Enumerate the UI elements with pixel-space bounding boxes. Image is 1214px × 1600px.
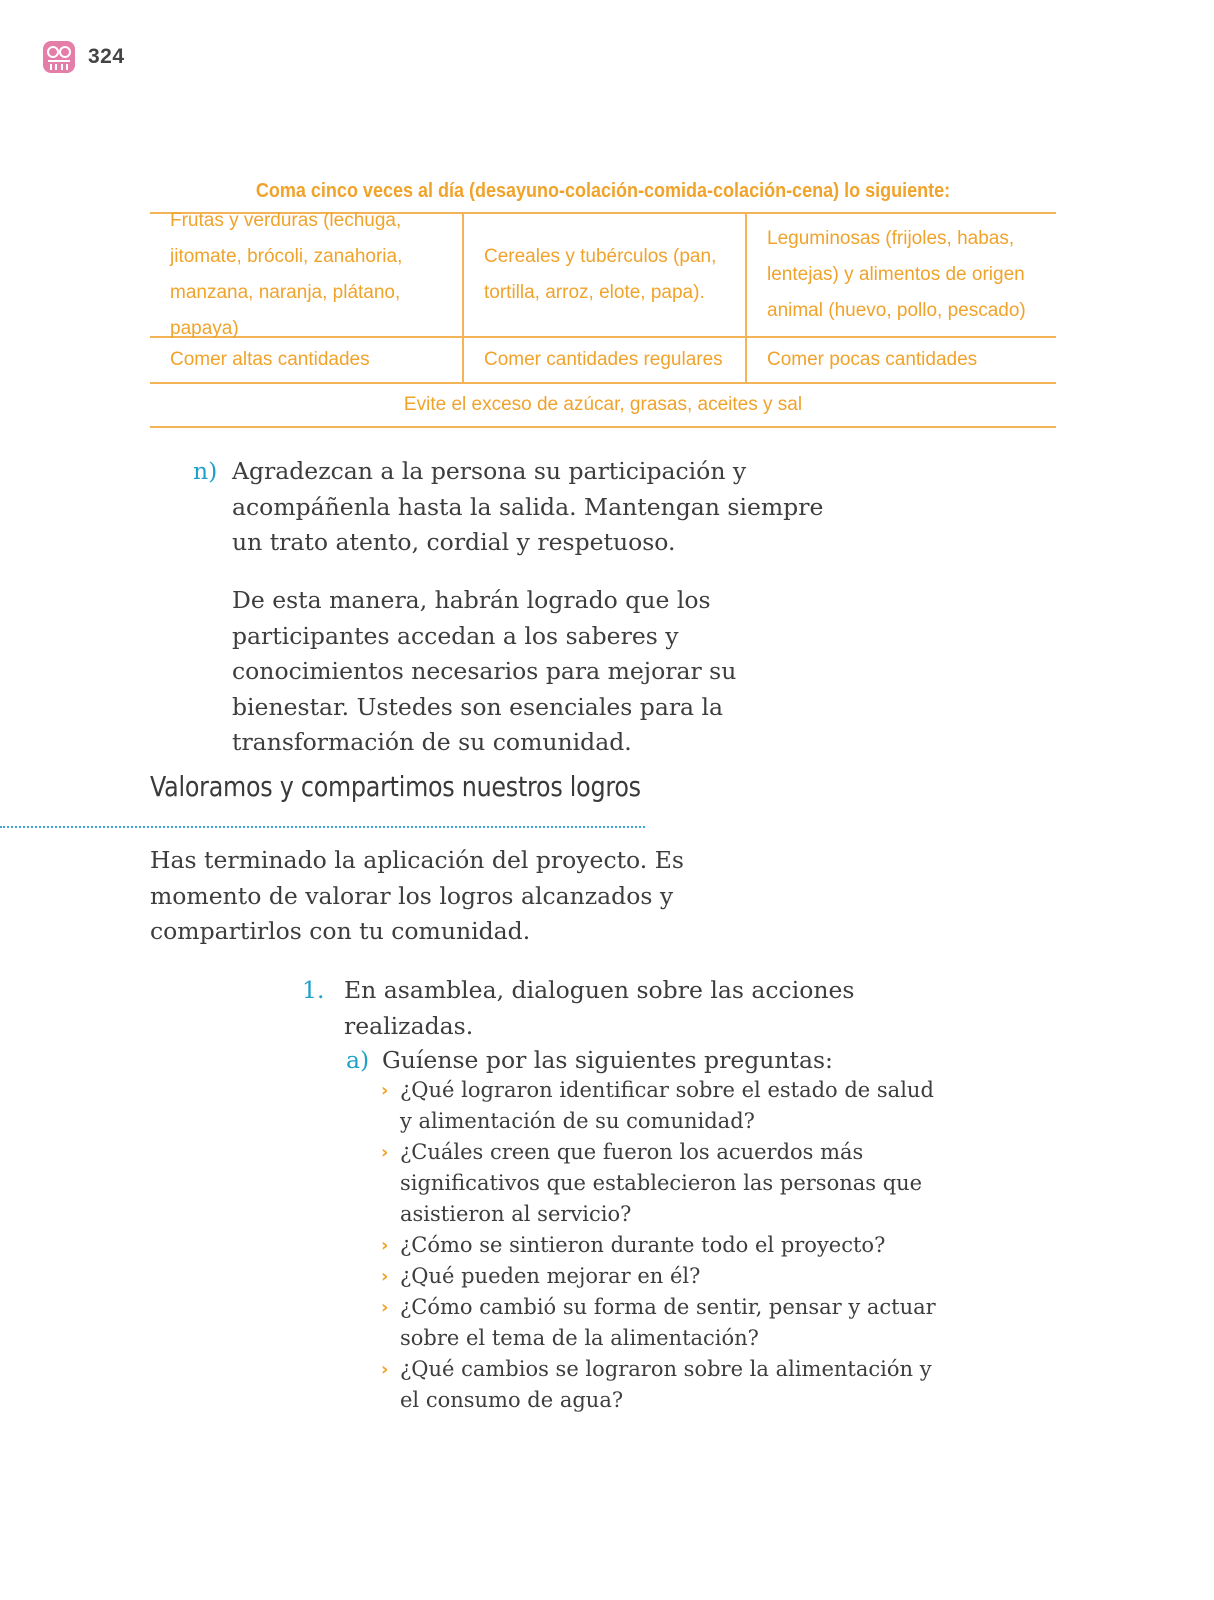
heading-divider [0, 826, 645, 828]
chevron-right-icon: › [381, 1297, 389, 1318]
list-item-text: Agradezcan a la persona su participación y acompáñenla hasta la salida. Mantengan siempre un trato atento, cordial y respetuoso. [232, 457, 824, 556]
page-number: 324 [88, 45, 125, 68]
list-item [381, 1354, 941, 1416]
chevron-right-icon: › [381, 1359, 389, 1380]
table-cell-legumes: Leguminosas (frijoles, habas, lentejas) y alimentos de origen animal (huevo, pollo, pescado) [745, 214, 1056, 336]
list-item-text: Guíense por las siguientes preguntas: [382, 1046, 833, 1074]
table-cell-amount-high: Comer altas cantidades [170, 349, 370, 370]
table-cell-cereals: Cereales y tubérculos (pan, tortilla, arroz, elote, papa). [462, 214, 745, 336]
table-row-foods [150, 210, 1056, 339]
list-marker: n) [193, 457, 218, 485]
list-item-1 [302, 973, 922, 1044]
table-title: Coma cinco veces al día (desayuno-colación-comida-colación-cena) lo siguiente: [255, 180, 951, 202]
section-heading: Valoramos y compartimos nuestros logros [150, 770, 641, 803]
list-item [381, 1292, 941, 1354]
chevron-right-icon: › [381, 1080, 389, 1101]
table-cell-avoid: Evite el exceso de azúcar, grasas, aceites y sal [403, 394, 803, 415]
chevron-right-icon: › [381, 1142, 389, 1163]
pink-glyph-icon [42, 40, 76, 74]
question-text: ¿Qué pueden mejorar en él? [400, 1264, 701, 1288]
section-intro: Has terminado la aplicación del proyecto. Es momento de valorar los logros alcanzados y compartirlos con tu comunidad. [150, 846, 684, 945]
list-item-text: En asamblea, dialoguen sobre las acciones realizadas. [344, 976, 855, 1040]
page-header [42, 40, 125, 74]
list-item [381, 1261, 941, 1292]
question-text: ¿Cuáles creen que fueron los acuerdos más significativos que establecieron las personas que asistieron al servicio? [400, 1140, 923, 1226]
table-row-amounts [150, 336, 1056, 382]
list-marker: a) [346, 1046, 370, 1074]
list-item [381, 1230, 941, 1261]
question-text: ¿Cómo cambió su forma de sentir, pensar y actuar sobre el tema de la alimentación? [400, 1295, 936, 1350]
table-cell-fruits: Frutas y verduras (lechuga, jitomate, brócoli, zanahoria, manzana, naranja, plátano, papaya) [170, 210, 403, 339]
list-marker: 1. [302, 976, 325, 1004]
food-table [150, 170, 1056, 428]
question-text: ¿Cómo se sintieron durante todo el proyecto? [400, 1233, 886, 1257]
question-list [381, 1075, 941, 1416]
chevron-right-icon: › [381, 1235, 389, 1256]
table-row-avoid [150, 382, 1056, 428]
list-item-n [193, 454, 832, 561]
table-cell-amount-regular: Comer cantidades regulares [462, 338, 745, 382]
table-cell-amount-low: Comer pocas cantidades [745, 338, 1056, 382]
chevron-right-icon: › [381, 1266, 389, 1287]
list-item-a [346, 1043, 833, 1079]
question-text: ¿Qué lograron identificar sobre el estado de salud y alimentación de su comunidad? [400, 1078, 934, 1133]
closing-paragraph: De esta manera, habrán logrado que los participantes accedan a los saberes y conocimientos necesarios para mejorar su bienestar. Ustedes son esenciales para la transformación de su comunidad. [232, 586, 737, 756]
list-item [381, 1137, 941, 1230]
list-item [381, 1075, 941, 1137]
question-text: ¿Qué cambios se lograron sobre la alimentación y el consumo de agua? [400, 1357, 932, 1412]
